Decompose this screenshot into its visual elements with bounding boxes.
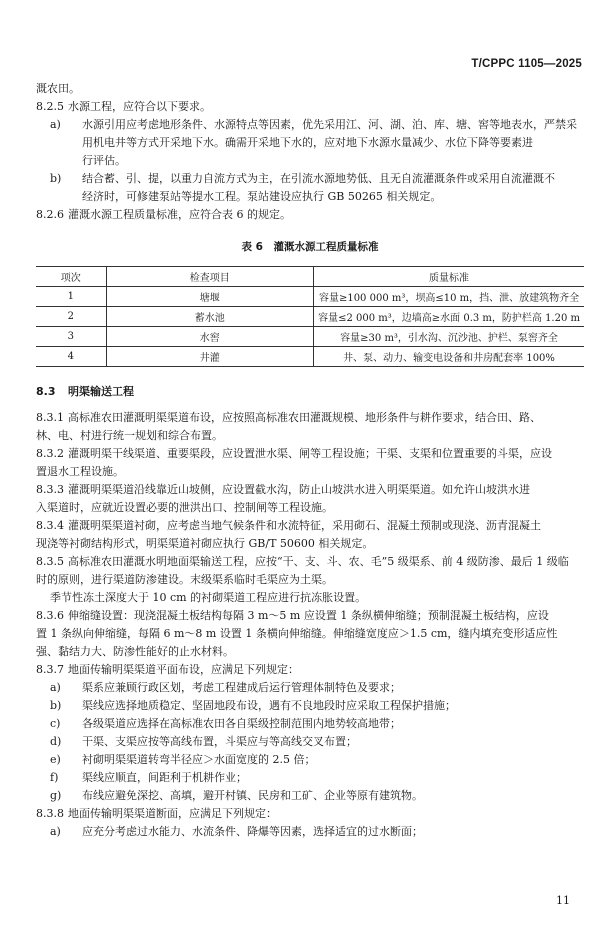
clause-8-3-6 <box>36 607 584 625</box>
quality-standard-table <box>36 266 584 367</box>
section-number: 8.3 <box>36 385 56 398</box>
intro-line: 溉农田。 <box>36 82 80 95</box>
item-mark: a) <box>50 118 61 131</box>
list-item <box>36 733 584 751</box>
clause-8-3-1 <box>36 409 584 427</box>
clause-text: 高标准农田灌溉明渠渠道布设，应按照高标准农田灌溉规模、地形条件与耕作要求，结合田、路、 <box>68 411 541 424</box>
clause-text-continued: 时的原则，进行渠道防渗建设。末级渠系临时毛渠应为土渠。 <box>36 573 333 586</box>
clause-number: 8.3.1 <box>36 411 64 424</box>
clause-text-continued: 入渠道时，应就近设置必要的泄洪出口、控制闸等工程设施。 <box>36 501 333 514</box>
list-item <box>36 715 584 733</box>
clause-text-continued: 现浇等衬砌结构形式，明渠渠道衬砌应执行 GB/T 50600 相关规定。 <box>36 537 374 550</box>
clause-number: 8.3.2 <box>36 447 64 460</box>
clause-text: 灌溉明渠干线渠道、重要渠段，应设置泄水渠、闸等工程设施；干渠、支渠和位置重要的斗渠，应设 <box>68 447 552 460</box>
item-mark: a) <box>50 825 61 838</box>
item-text: 结合蓄、引、提，以重力自流方式为主，在引流水源地势低、且无自流灌溉条件或采用自流灌溉不 <box>82 172 555 185</box>
column-header: 项次 <box>36 267 106 287</box>
item-text: 布线应避免深挖、高填，避开村镇、民房和工矿、企业等原有建筑物。 <box>82 789 423 802</box>
item-mark: e) <box>50 753 61 766</box>
table-row <box>36 307 584 327</box>
clause-number: 8.3.5 <box>36 555 64 568</box>
table-cell: 容量≥100 000 m³，坝高≤10 m，挡、泄、放建筑物齐全 <box>314 287 584 307</box>
table-cell: 2 <box>36 307 106 327</box>
clause-text-continued: 林、电、村进行统一规划和综合布置。 <box>36 429 223 442</box>
clause-8-3-5 <box>36 553 584 571</box>
table-cell: 井、泵、动力、输变电设备和井房配套率 100% <box>314 347 584 367</box>
clause-8-3-4 <box>36 517 584 535</box>
table-cell: 容量≥30 m³，引水沟、沉沙池、护栏、泵窖齐全 <box>314 327 584 347</box>
clause-number: 8.3.4 <box>36 519 64 532</box>
item-mark: b) <box>50 172 62 185</box>
table-cell: 容量≤2 000 m³，边墙高≥水面 0.3 m，防护栏高 1.20 m <box>314 307 584 327</box>
table-cell: 井灌 <box>106 347 314 367</box>
table-cell: 蓄水池 <box>106 307 314 327</box>
table-cell: 3 <box>36 327 106 347</box>
item-mark: a) <box>50 681 61 694</box>
section-8-3-heading <box>36 383 584 401</box>
list-item <box>36 679 584 697</box>
clause-text-continued: 置退水工程设施。 <box>36 465 124 478</box>
item-text: 衬砌明渠渠道转弯半径应＞水面宽度的 2.5 倍； <box>82 753 316 766</box>
clause-8-3-2 <box>36 445 584 463</box>
table-cell: 1 <box>36 287 106 307</box>
page-content <box>36 80 584 841</box>
clause-text: 灌溉明渠渠道衬砌，应考虑当地气候条件和水流特征，采用砌石、混凝土预制或现浇、沥青混凝土 <box>68 519 541 532</box>
clause-text: 地面传输明渠渠道断面，应满足下列规定： <box>68 807 277 820</box>
table-row <box>36 327 584 347</box>
clause-text-continued: 置 1 条纵向伸缩缝，每隔 6 m～8 m 设置 1 条横向伸缩缝。伸缩缝宽度应＞1.5 cm，缝内填充变形适应性 <box>36 627 558 640</box>
clause-number: 8.2.5 <box>36 100 64 113</box>
item-text: 渠线应顺直，间距利于机耕作业； <box>82 771 247 784</box>
clause-paragraph: 季节性冻土深度大于 10 cm 的衬砌渠道工程应进行抗冻胀设置。 <box>50 591 367 604</box>
clause-8-2-5-a <box>36 116 584 134</box>
clause-8-3-8 <box>36 805 584 823</box>
clause-8-3-3 <box>36 481 584 499</box>
item-text-continued: 用机电井等方式开采地下水。确需开采地下水的，应对地下水源水量减少、水位下降等要素进 <box>82 136 533 149</box>
item-mark: f) <box>50 771 59 784</box>
clause-8-3-7 <box>36 661 584 679</box>
column-header: 检查项目 <box>106 267 314 287</box>
item-mark: c) <box>50 717 61 730</box>
table-row <box>36 347 584 367</box>
item-text-continued: 行评估。 <box>82 154 126 167</box>
clause-text: 高标准农田灌溉水明地面渠输送工程，应按“干、支、斗、农、毛”5 级渠系、前 4 级防渗、最后 1 级临 <box>68 555 569 568</box>
clause-number: 8.3.8 <box>36 807 64 820</box>
item-text: 渠线应选择地质稳定、坚固地段布设，遇有不良地段时应采取工程保护措施； <box>82 699 456 712</box>
list-item <box>36 751 584 769</box>
list-item <box>36 697 584 715</box>
item-text: 应充分考虑过水能力、水流条件、降爆等因素，选择适宜的过水断面； <box>82 825 423 838</box>
clause-8-2-5-b <box>36 170 584 188</box>
clause-number: 8.3.3 <box>36 483 64 496</box>
clause-number: 8.3.7 <box>36 663 64 676</box>
item-text: 干渠、支渠应按等高线布置，斗渠应与等高线交叉布置； <box>82 735 357 748</box>
table-cell: 4 <box>36 347 106 367</box>
item-mark: g) <box>50 789 62 802</box>
clause-text: 灌溉水源工程质量标准，应符合表 6 的规定。 <box>68 208 291 221</box>
item-mark: b) <box>50 699 62 712</box>
clause-text: 地面传输明渠渠道平面布设，应满足下列规定： <box>68 663 299 676</box>
clause-text-continued: 强、黏结力大、防渗性能好的止水材料。 <box>36 645 234 658</box>
table-cell: 水窖 <box>106 327 314 347</box>
item-text: 渠系应兼顾行政区划，考虑工程建成后运行管理体制特色及要求； <box>82 681 401 694</box>
column-header: 质量标准 <box>314 267 584 287</box>
item-text-continued: 经济时，可修建泵站等提水工程。泵站建设应执行 GB 50265 相关规定。 <box>82 190 442 203</box>
item-text: 各级渠道应选择在高标准农田各自渠级控制范围内地势较高地带； <box>82 717 401 730</box>
section-title: 明渠输送工程 <box>68 385 134 398</box>
list-item <box>36 787 584 805</box>
clause-text: 灌溉明渠渠道沿线靠近山坡侧，应设置截水沟，防止山坡洪水进入明渠渠道。如允许山坡洪水进 <box>68 483 530 496</box>
clause-8-2-5 <box>36 98 584 116</box>
table-row <box>36 287 584 307</box>
clause-8-2-6 <box>36 206 584 224</box>
clause-number: 8.2.6 <box>36 208 64 221</box>
list-item <box>36 823 584 841</box>
standard-code: T/CPPC 1105—2025 <box>471 58 582 70</box>
item-mark: d) <box>50 735 62 748</box>
table-caption: 表 6 灌溉水源工程质量标准 <box>241 241 379 253</box>
clause-number: 8.3.6 <box>36 609 64 622</box>
page-number: 11 <box>556 894 570 907</box>
item-text: 水源引用应考虑地形条件、水源特点等因素，优先采用江、河、湖、泊、库、塘、窖等地表水，严禁采 <box>82 118 577 131</box>
clause-text: 伸缩缝设置：现浇混凝土板结构每隔 3 m～5 m 应设置 1 条纵横伸缩缝；预制混凝土板结构，应设 <box>68 609 549 622</box>
table-cell: 塘堰 <box>106 287 314 307</box>
clause-text: 水源工程，应符合以下要求。 <box>68 100 211 113</box>
list-item <box>36 769 584 787</box>
table-header-row <box>36 267 584 287</box>
